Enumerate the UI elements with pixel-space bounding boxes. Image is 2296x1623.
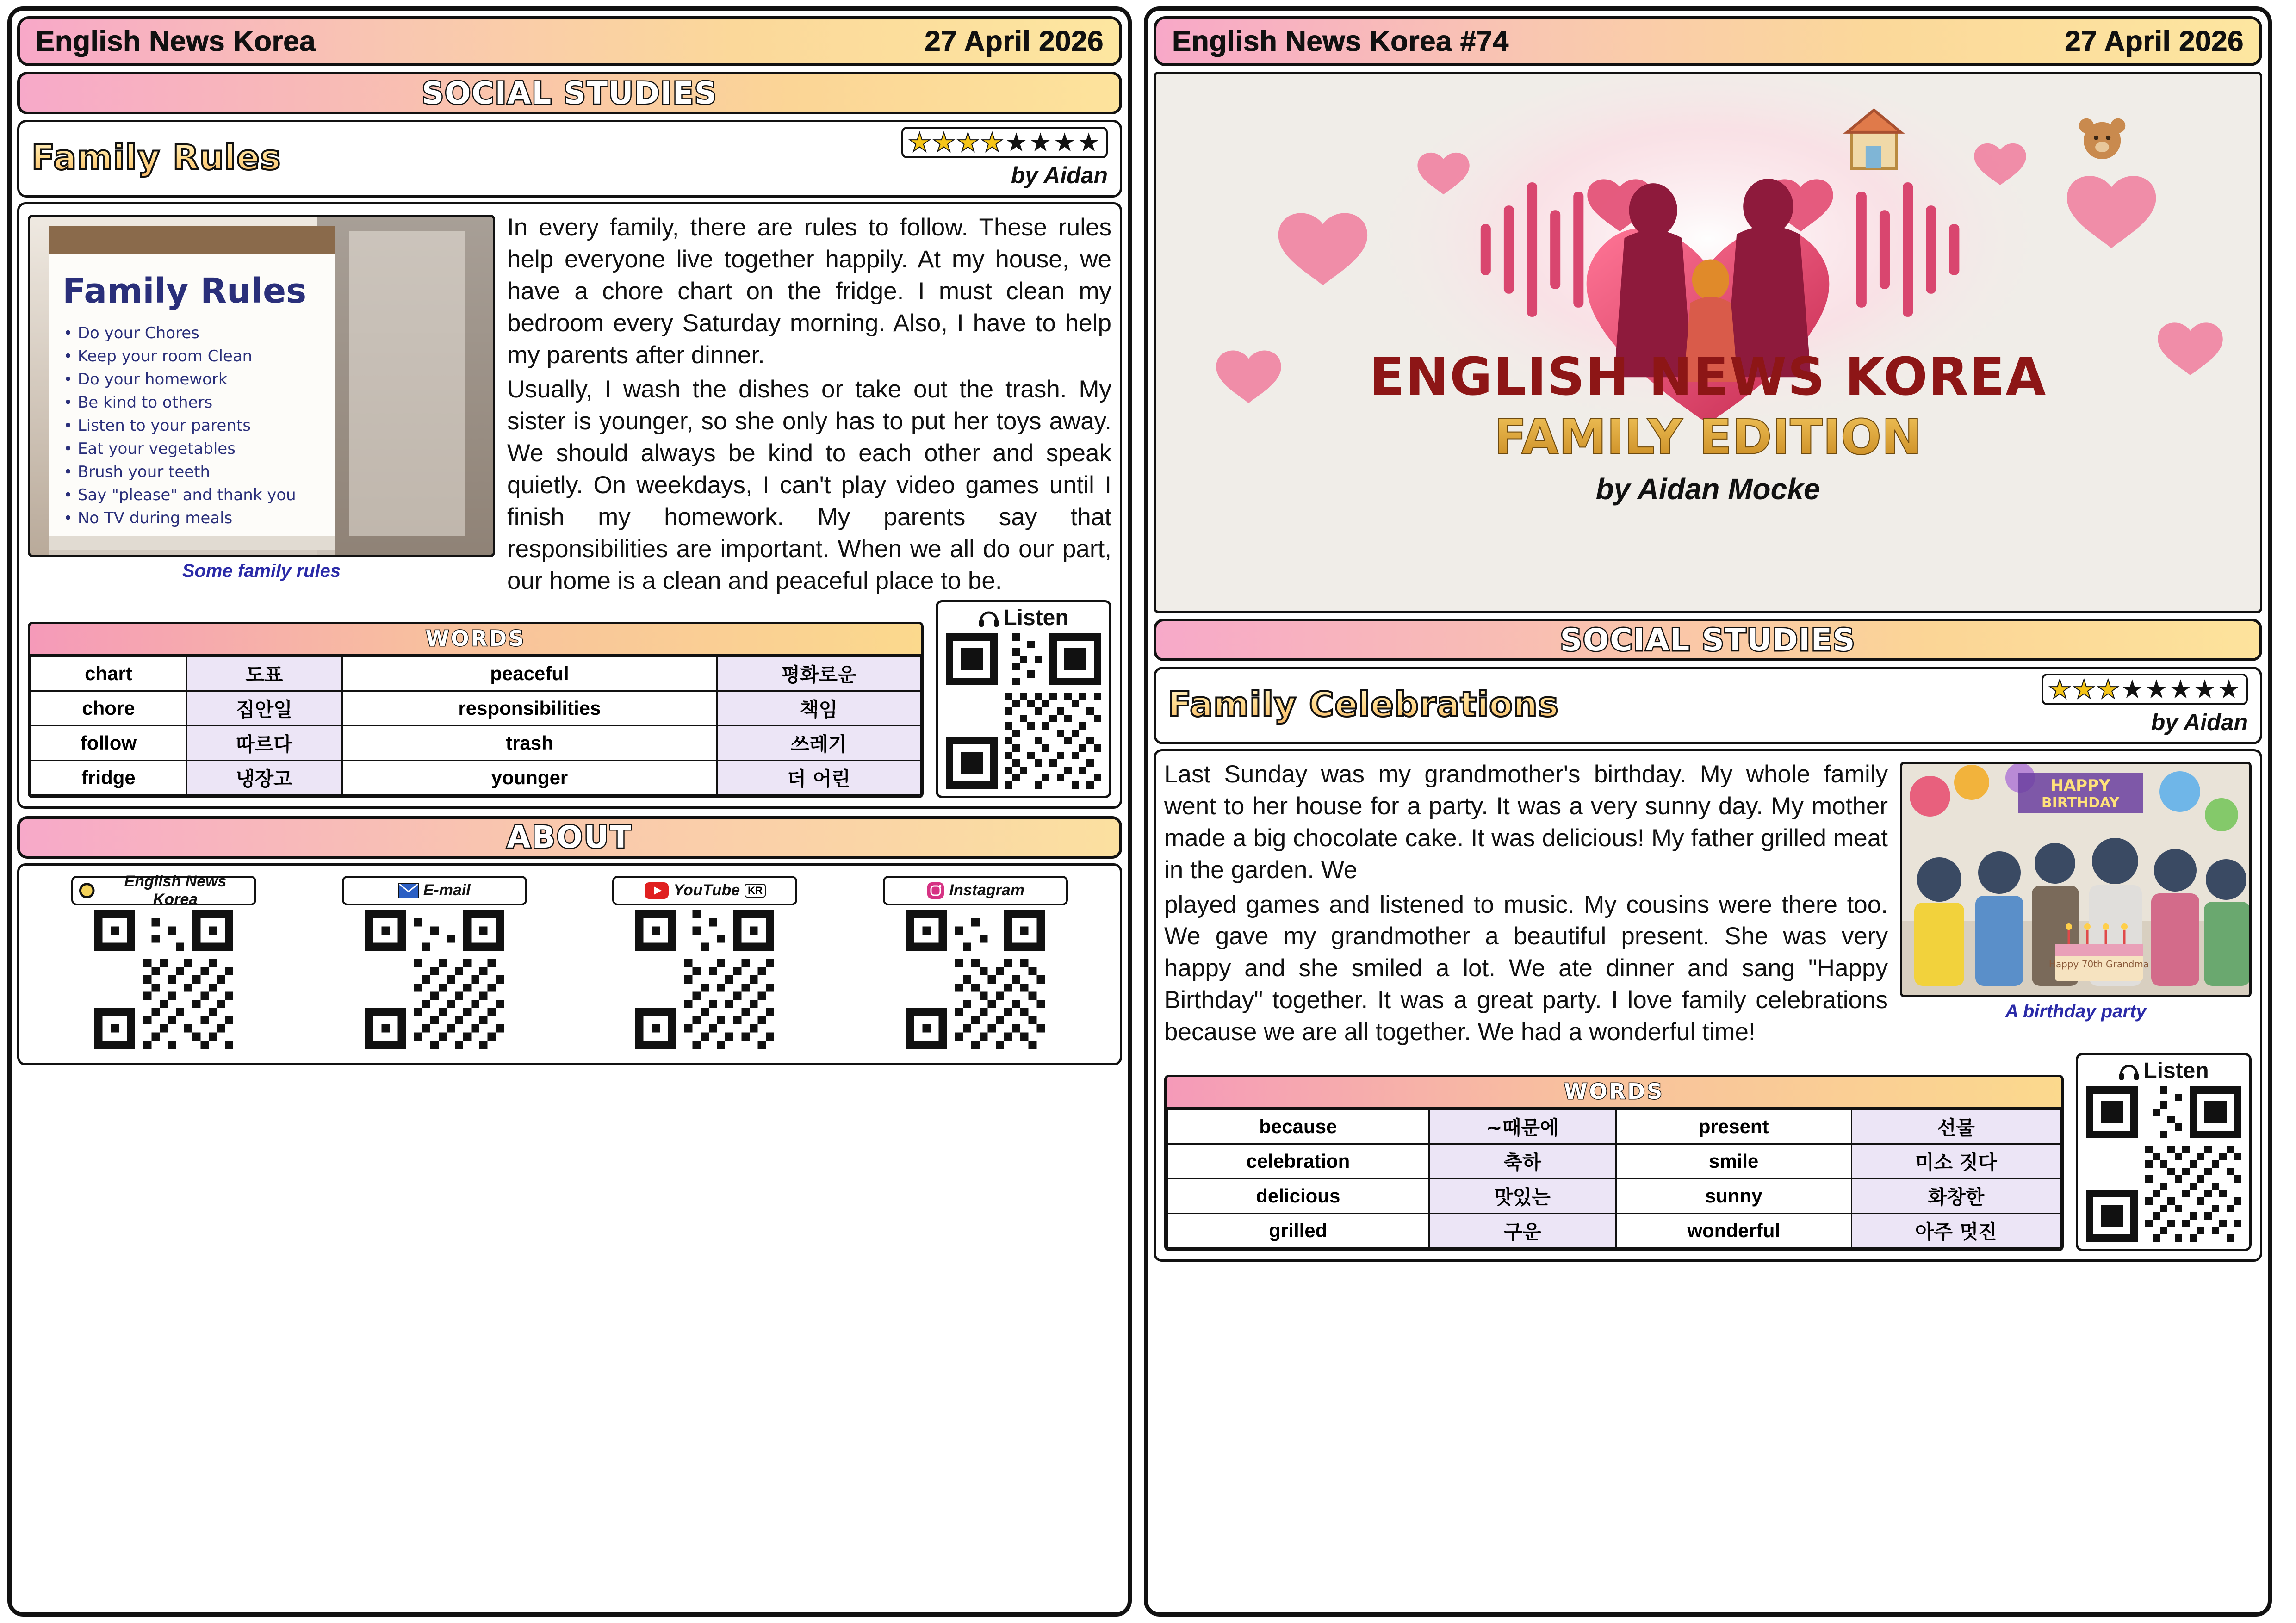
table-row <box>31 691 921 725</box>
star-rating[interactable] <box>2042 674 2248 705</box>
word-en: follow <box>31 725 186 760</box>
listen-label: Listen <box>1003 605 1069 630</box>
svg-text:HAPPY: HAPPY <box>2050 776 2110 795</box>
svg-text:• Say "please" and thank you: • Say "please" and thank you <box>63 486 296 504</box>
word-ko: 따르다 <box>186 725 342 760</box>
about-item-website[interactable] <box>71 872 256 1051</box>
listen-label: Listen <box>2143 1059 2209 1084</box>
words-table <box>30 656 921 796</box>
website-qr-code[interactable] <box>94 910 233 1049</box>
section-banner-social-studies <box>17 72 1122 114</box>
figure-caption: Some family rules <box>182 561 341 581</box>
word-en: grilled <box>1167 1214 1429 1248</box>
word-en: delicious <box>1167 1179 1429 1214</box>
left-masthead <box>17 16 1122 66</box>
table-row <box>31 725 921 760</box>
section-banner-label: SOCIAL STUDIES <box>1560 622 1856 658</box>
word-ko: 선물 <box>1851 1109 2060 1144</box>
article-header-family-rules <box>17 120 1122 198</box>
words-table-header: WORDS <box>1167 1077 2061 1109</box>
svg-text:• Brush your teeth: • Brush your teeth <box>63 463 211 481</box>
svg-text:• Eat your vegetables: • Eat your vegetables <box>63 440 236 458</box>
article-paragraph-rest: played games and listened to music. My cousins were there too. We gave my grandmother a beautiful present. She was very happy and she smiled a lot. We ate dinner and sang "Happy Birthday" together. It was a great party. I love family celebrations because we are all together. We had a wonderful time! <box>1164 891 1888 1046</box>
family-rules-whiteboard-illustration <box>30 217 493 555</box>
globe-icon <box>78 881 96 900</box>
article-paragraph-rest: Usually, I wash the dishes or take out the trash. My sister is younger, so she only has to put her toys away. We should always be kind to each other and speak quietly. On weekdays, I can't play video games until I finish my homework. My parents say that responsibilities are important. When we all do our part, our home is a clean and peaceful place to be. <box>507 376 1111 595</box>
instagram-qr-code[interactable] <box>906 910 1045 1049</box>
about-pill-youtube <box>612 876 797 905</box>
table-row <box>31 656 921 691</box>
article-header-family-celebrations <box>1154 667 2262 744</box>
article-byline: by Aidan <box>1011 162 1108 188</box>
svg-text:Happy 70th Grandma: Happy 70th Grandma <box>2048 959 2149 970</box>
word-ko: 구운 <box>1429 1214 1616 1248</box>
star-empty: ★★★★ <box>1005 128 1101 157</box>
article-figure <box>1900 762 2252 1022</box>
email-qr-code[interactable] <box>365 910 504 1049</box>
youtube-icon <box>644 882 669 899</box>
headphones-icon <box>2118 1062 2140 1080</box>
word-ko: 평화로운 <box>717 656 921 691</box>
figure-caption: A birthday party <box>2005 1001 2147 1022</box>
svg-text:BIRTHDAY: BIRTHDAY <box>2041 795 2120 811</box>
word-ko: 축하 <box>1429 1144 1616 1179</box>
youtube-qr-code[interactable] <box>635 910 774 1049</box>
word-ko: 더 어린 <box>717 760 921 795</box>
table-row <box>1167 1109 2061 1144</box>
word-en: smile <box>1616 1144 1851 1179</box>
about-label-youtube: YouTube <box>673 881 740 899</box>
svg-text:• Keep your room Clean: • Keep your room Clean <box>63 347 253 365</box>
envelope-icon <box>398 883 419 898</box>
table-row <box>31 760 921 795</box>
about-links-box <box>17 863 1122 1065</box>
birthday-party-illustration <box>1902 764 2249 995</box>
svg-text:• Do your Chores: • Do your Chores <box>63 324 199 342</box>
article-body-family-rules <box>17 202 1122 809</box>
table-row <box>1167 1144 2061 1179</box>
article-title: Family Celebrations <box>1168 685 1559 725</box>
figure-photo <box>1900 762 2252 997</box>
word-en: celebration <box>1167 1144 1429 1179</box>
rating-block <box>901 127 1108 189</box>
right-masthead <box>1154 16 2262 66</box>
listen-qr-code[interactable] <box>2086 1086 2241 1242</box>
words-table-block <box>1164 1075 2064 1251</box>
word-en: sunny <box>1616 1179 1851 1214</box>
about-item-instagram[interactable] <box>883 876 1068 1051</box>
masthead-title: English News Korea #74 <box>1172 25 1509 57</box>
words-table-header: WORDS <box>30 624 921 656</box>
words-table <box>1167 1109 2061 1249</box>
hero-line-1: ENGLISH NEWS KOREA <box>1369 347 2047 407</box>
left-page <box>7 6 1132 1617</box>
hero-line-2: FAMILY EDITION <box>1156 409 2260 465</box>
headphones-icon <box>978 608 999 627</box>
figure-photo <box>28 215 495 557</box>
word-ko: ~때문에 <box>1429 1109 1616 1144</box>
about-pill-email <box>342 876 527 905</box>
word-en: chore <box>31 691 186 725</box>
article-byline: by Aidan <box>2151 709 2248 735</box>
hero-title-block <box>1156 347 2260 506</box>
masthead-date: 27 April 2026 <box>925 25 1104 57</box>
listen-qr-block[interactable] <box>936 600 1111 798</box>
svg-text:• Be kind to others: • Be kind to others <box>63 393 213 412</box>
table-row <box>1167 1214 2061 1248</box>
word-en: because <box>1167 1109 1429 1144</box>
hero-line-3: by Aidan Mocke <box>1595 472 1820 506</box>
svg-text:• Do your homework: • Do your homework <box>63 370 228 389</box>
word-en: trash <box>342 725 717 760</box>
youtube-badge-kr: KR <box>745 884 766 898</box>
family-heart-illustration <box>1156 74 2260 611</box>
right-page <box>1144 6 2272 1617</box>
word-en: present <box>1616 1109 1851 1144</box>
rating-block <box>2042 674 2248 736</box>
about-label-website: English News Korea <box>124 872 227 908</box>
about-banner-label: ABOUT <box>507 819 633 855</box>
article-paragraph-top: Last Sunday was my grandmother's birthday. My whole family went to her house for a party. It was a very sunny day. My mother made a big chocolate cake. It was delicious! My father grilled meat in the garden. We <box>1164 761 1888 884</box>
word-ko: 쓰레기 <box>717 725 921 760</box>
word-ko: 책임 <box>717 691 921 725</box>
table-row <box>1167 1179 2061 1214</box>
word-en: responsibilities <box>342 691 717 725</box>
listen-qr-block[interactable] <box>2076 1053 2252 1251</box>
section-banner-social-studies <box>1154 619 2262 661</box>
word-ko: 맛있는 <box>1429 1179 1616 1214</box>
word-en: fridge <box>31 760 186 795</box>
word-en: chart <box>31 656 186 691</box>
about-banner <box>17 816 1122 859</box>
about-item-email[interactable] <box>342 876 527 1051</box>
listen-qr-code[interactable] <box>946 633 1101 789</box>
section-banner-label: SOCIAL STUDIES <box>422 75 718 111</box>
article-figure <box>28 215 495 582</box>
word-ko: 미소 짓다 <box>1851 1144 2060 1179</box>
word-en: peaceful <box>342 656 717 691</box>
words-table-block <box>28 622 924 798</box>
word-en: wonderful <box>1616 1214 1851 1248</box>
about-pill-website <box>71 872 256 908</box>
masthead-title: English News Korea <box>36 25 316 57</box>
hero-cover-image <box>1154 72 2262 613</box>
article-paragraph-top: In every family, there are rules to follow. These rules help everyone live together happily. At my house, we have a chore chart on the fridge. I must clean my bedroom every Saturday morning. Also, I have to help my parents after dinner. <box>507 214 1111 369</box>
about-label-instagram: Instagram <box>949 881 1024 899</box>
star-filled: ★★★ <box>2048 675 2121 704</box>
word-ko: 냉장고 <box>186 760 342 795</box>
word-ko: 도표 <box>186 656 342 691</box>
word-ko: 아주 멋진 <box>1851 1214 2060 1248</box>
word-ko: 화창한 <box>1851 1179 2060 1214</box>
listen-label-row <box>2082 1058 2246 1084</box>
svg-text:• No TV during meals: • No TV during meals <box>63 509 233 527</box>
star-filled: ★★★★ <box>908 128 1005 157</box>
masthead-date: 27 April 2026 <box>2065 25 2244 57</box>
article-body-family-celebrations <box>1154 749 2262 1262</box>
star-rating[interactable] <box>901 127 1108 158</box>
about-label-email: E-mail <box>423 881 471 899</box>
article-title: Family Rules <box>31 138 281 178</box>
word-en: younger <box>342 760 717 795</box>
svg-text:• Listen to your parents: • Listen to your parents <box>63 416 251 435</box>
word-ko: 집안일 <box>186 691 342 725</box>
instagram-icon <box>926 881 945 900</box>
svg-text:Family Rules: Family Rules <box>62 271 307 311</box>
listen-label-row <box>942 605 1105 631</box>
about-pill-instagram <box>883 876 1068 905</box>
about-item-youtube[interactable] <box>612 876 797 1051</box>
star-empty: ★★★★★ <box>2120 675 2241 704</box>
